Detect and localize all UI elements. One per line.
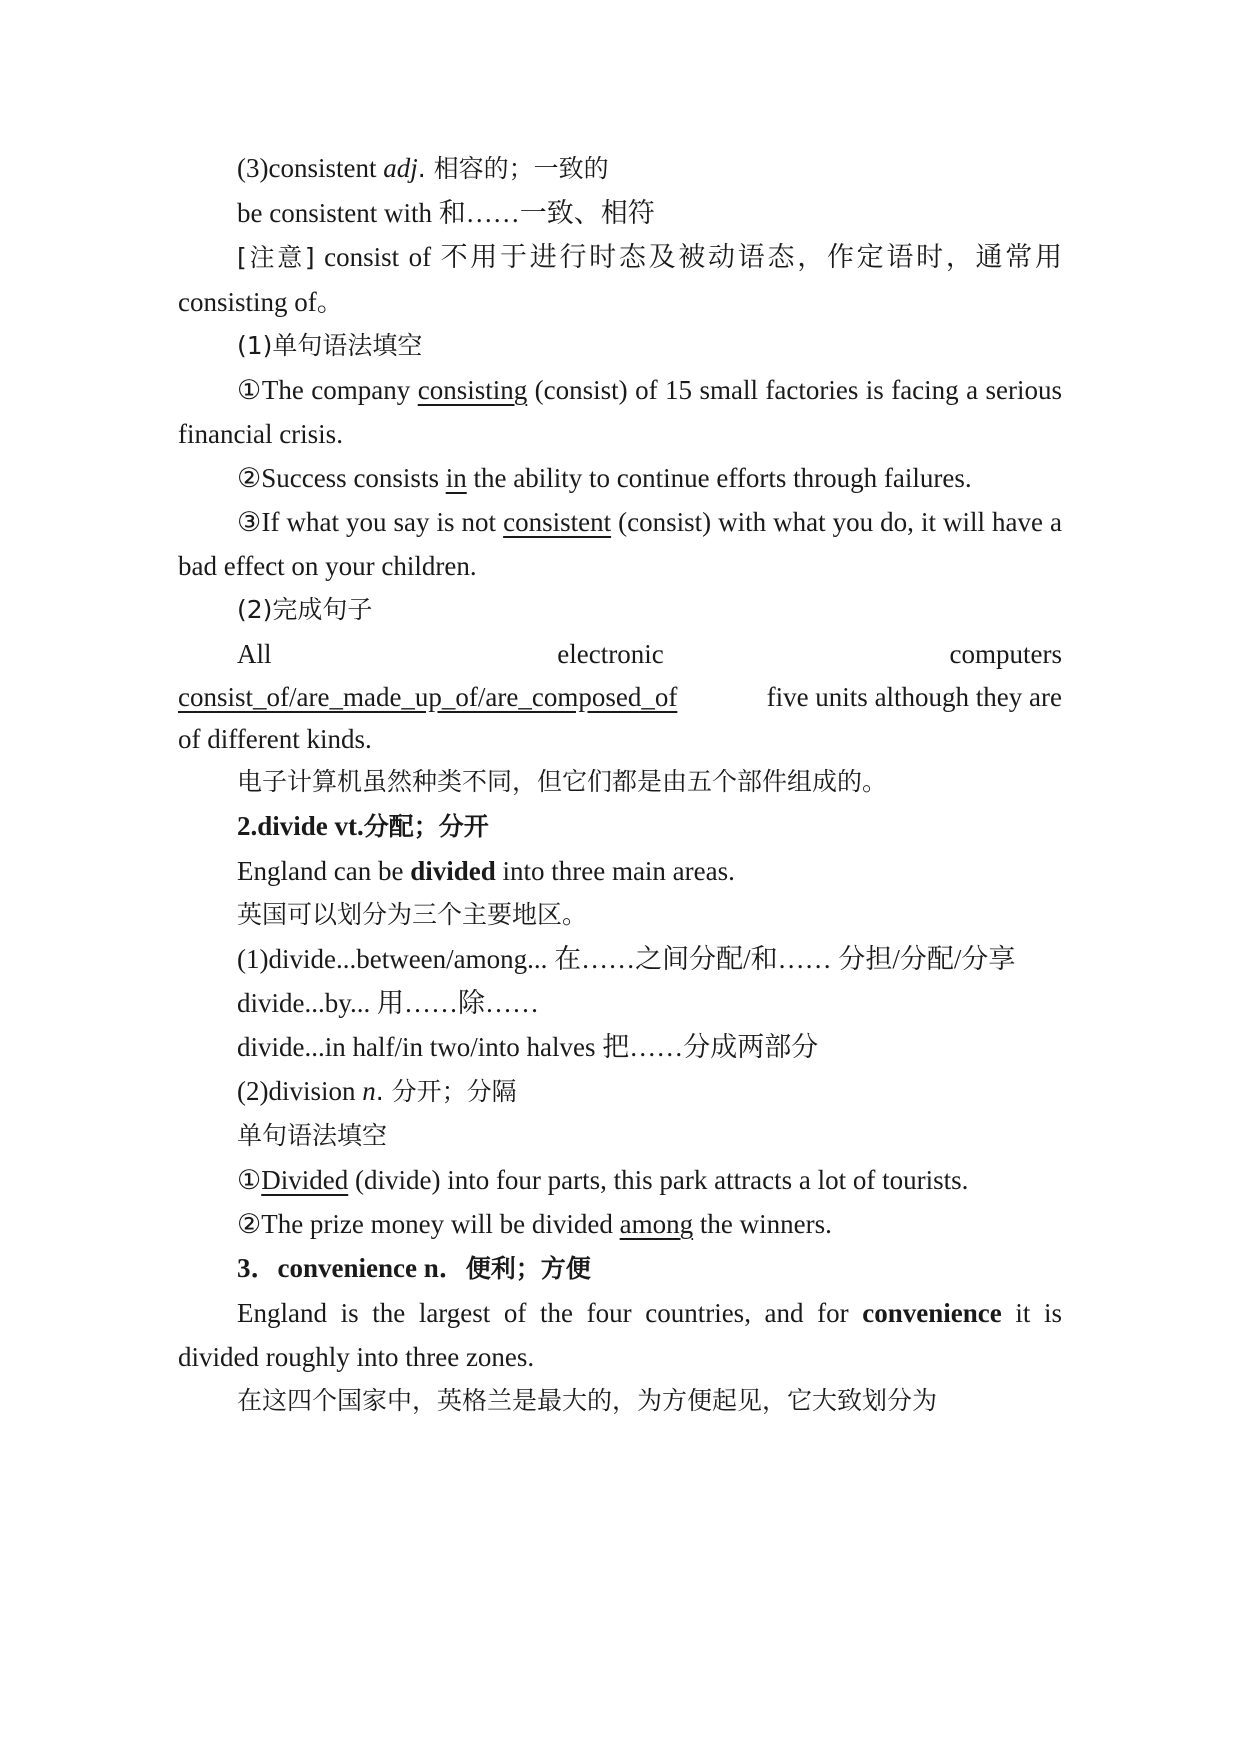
answer-blank: consist_of/are_made_up_of/are_composed_of xyxy=(178,682,678,712)
vocab-heading xyxy=(178,804,1062,849)
section-heading-text: (1)单句语法填空 xyxy=(237,331,423,360)
usage-text: divide...in half/in two/into halves 把……分成两部分 xyxy=(237,1032,819,1062)
translation-line xyxy=(178,1379,1062,1423)
usage-line xyxy=(178,1069,1062,1114)
translation-text: 英国可以划分为三个主要地区。 xyxy=(237,900,588,929)
text-span: five units although they are xyxy=(766,682,1062,712)
answer-blank: among xyxy=(619,1209,694,1239)
text-span: the winners. xyxy=(693,1209,832,1239)
vocab-definition: 分配；分开 xyxy=(363,812,489,841)
translation-line xyxy=(178,760,1062,804)
exercise-item xyxy=(178,368,1062,456)
text-span: ②Success consists xyxy=(237,463,446,493)
keyword: convenience xyxy=(862,1298,1002,1328)
definition: . 相容的；一致的 xyxy=(417,154,609,183)
note-text: consist of 不用于进行时态及被动语态，作定语时，通常用consisting of。 xyxy=(178,242,1062,317)
exercise-item xyxy=(178,1158,1062,1202)
text-span: (consist) with what you do, it will have a bad effect on your children. xyxy=(178,507,1062,581)
translation-line xyxy=(178,893,1062,937)
text-span: (3)consistent xyxy=(237,153,384,183)
text-span: England can be xyxy=(237,856,411,886)
text-span: ③If what you say is not xyxy=(237,507,504,537)
exercise-item xyxy=(178,1202,1062,1246)
phrase-definition: be consistent with 和……一致、相符 xyxy=(237,198,655,228)
text-span: ①The company xyxy=(237,375,418,405)
usage-text: (1)divide...between/among... 在……之间分配/和…… 分担/分配/分享 xyxy=(237,944,1016,974)
definition: . 分开；分隔 xyxy=(375,1077,517,1106)
note-paragraph xyxy=(178,235,1062,324)
text-span: of different kinds. xyxy=(178,724,372,754)
vocab-heading xyxy=(178,1246,1062,1291)
section-heading xyxy=(178,324,1062,368)
vocab-definition: 便利；方便 xyxy=(465,1254,591,1283)
exercise-item-continued xyxy=(178,718,1062,760)
section-heading xyxy=(178,1114,1062,1158)
note-label: [注意] xyxy=(237,243,315,272)
text-line xyxy=(178,146,1062,191)
answer-blank: Divided xyxy=(261,1165,349,1195)
text-span: (divide) into four parts, this park attracts a lot of tourists. xyxy=(348,1165,969,1195)
text-span: England is the largest of the four countries, and for xyxy=(237,1298,863,1328)
text-span: (2)division xyxy=(237,1076,363,1106)
usage-line xyxy=(178,1025,1062,1069)
text-line xyxy=(178,191,1062,235)
section-heading-text: 单句语法填空 xyxy=(237,1121,388,1150)
usage-text: divide...by... 用……除…… xyxy=(237,988,539,1018)
text-span: into three main areas. xyxy=(495,856,735,886)
text-span: the ability to continue efforts through failures. xyxy=(466,463,972,493)
usage-line xyxy=(178,937,1062,981)
text-span: electronic xyxy=(557,639,664,669)
vocab-word: 2.divide vt. xyxy=(237,811,364,841)
text-span: it is divided roughly into three zones. xyxy=(178,1298,1062,1372)
translation-text: 电子计算机虽然种类不同，但它们都是由五个部件组成的。 xyxy=(237,767,888,796)
exercise-item xyxy=(178,456,1062,500)
part-of-speech: adj xyxy=(383,153,418,183)
exercise-item xyxy=(178,500,1062,588)
example-sentence xyxy=(178,849,1062,893)
usage-line xyxy=(178,981,1062,1025)
text-span: computers xyxy=(949,639,1062,669)
example-sentence xyxy=(178,1291,1062,1379)
text-span: ① xyxy=(237,1165,262,1195)
vocab-word: 3．convenience n． xyxy=(237,1253,466,1283)
keyword: divided xyxy=(410,856,496,886)
text-span: All xyxy=(237,639,272,669)
translation-text: 在这四个国家中，英格兰是最大的，为方便起见，它大致划分为 xyxy=(237,1386,938,1415)
document-page xyxy=(178,146,1062,1423)
exercise-item-continued xyxy=(178,676,1062,718)
answer-blank: in xyxy=(445,463,467,493)
section-heading xyxy=(178,588,1062,632)
exercise-item xyxy=(178,632,1062,676)
text-span: (consist) of 15 small factories is facing a serious financial crisis. xyxy=(178,375,1063,449)
answer-blank: consistent xyxy=(503,507,612,537)
part-of-speech: n xyxy=(362,1076,376,1106)
section-heading-text: (2)完成句子 xyxy=(237,595,373,624)
answer-blank: consisting xyxy=(417,375,528,405)
text-span: ②The prize money will be divided xyxy=(237,1209,620,1239)
